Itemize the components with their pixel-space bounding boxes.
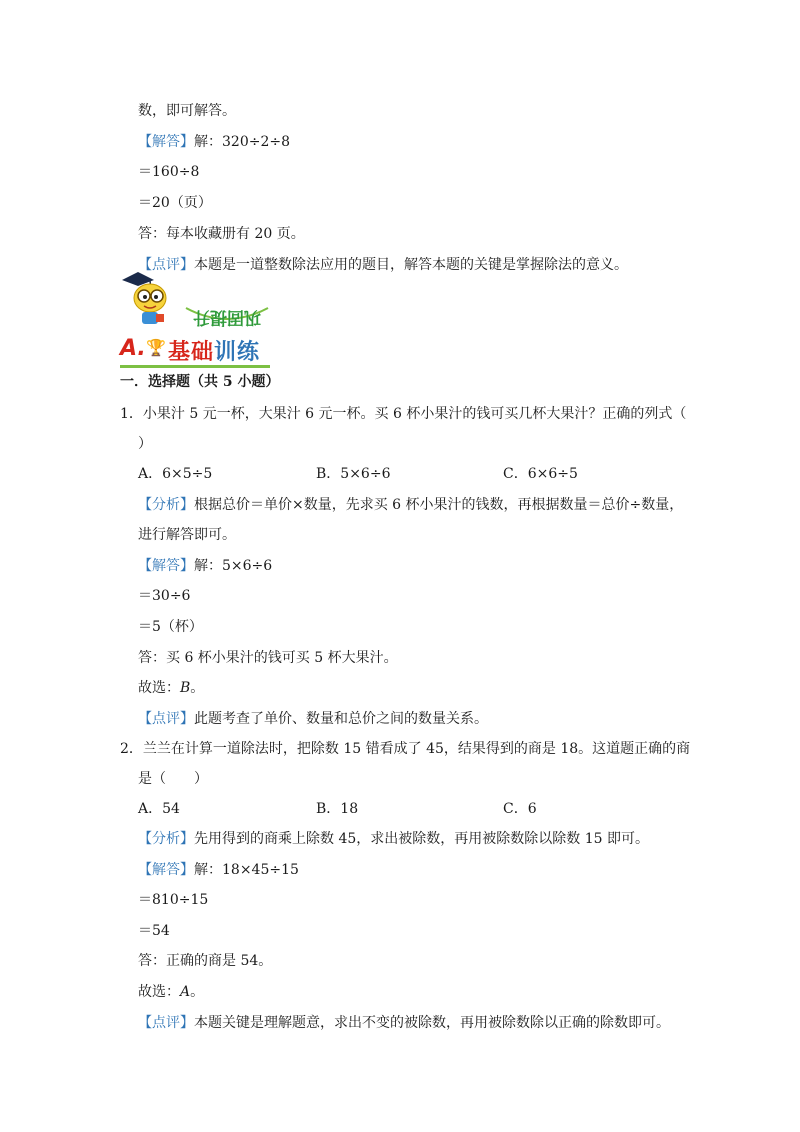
- comment-text: 此题考查了单价、数量和总价之间的数量关系。: [194, 711, 488, 727]
- answer-tag: 【解答】: [138, 134, 194, 150]
- q1-option-b: B．5×6÷6: [316, 466, 391, 482]
- analysis-tag: 【分析】: [138, 831, 194, 847]
- comment-tag: 【点评】: [138, 711, 194, 727]
- q1-step-2: ＝5（杯）: [138, 619, 203, 635]
- section-title-part1: 基础: [168, 340, 215, 365]
- q2-option-c: C．6: [503, 801, 537, 817]
- prev-comment-line: [138, 255, 628, 275]
- choice-letter: B: [180, 680, 191, 696]
- q2-stem-line2: 是（ ）: [138, 771, 208, 787]
- trophy-icon: 🏆: [146, 338, 166, 357]
- choice-letter: A: [180, 984, 191, 1000]
- section-banner: [120, 334, 280, 370]
- section-heading: 一．选择题（共 5 小题）: [120, 374, 280, 390]
- wordart-text: 巩固提升: [193, 307, 261, 327]
- comment-text: 本题关键是理解题意，求出不变的被除数，再用被除数除以正确的除数即可。: [194, 1015, 670, 1031]
- answer-tag: 【解答】: [138, 862, 194, 878]
- choice-prefix: 故选：: [138, 984, 180, 1000]
- q2-comment-line: [138, 1013, 670, 1033]
- q1-answer-line: [138, 556, 272, 576]
- answer-tag: 【解答】: [138, 558, 194, 574]
- prev-step-1: ＝160÷8: [138, 164, 200, 180]
- prev-conclusion: 答：每本收藏册有 20 页。: [138, 226, 305, 242]
- prev-text-line: 数，即可解答。: [138, 103, 236, 119]
- wordart-banner: [182, 300, 272, 334]
- q1-analysis-line2: 进行解答即可。: [138, 527, 236, 543]
- choice-prefix: 故选：: [138, 680, 180, 696]
- q2-step-2: ＝54: [138, 923, 170, 939]
- choice-suffix: 。: [190, 984, 205, 1000]
- q1-step-1: ＝30÷6: [138, 588, 191, 604]
- mascot-doctor-icon: [120, 268, 182, 328]
- q1-analysis-line1: [138, 495, 683, 515]
- choice-suffix: 。: [190, 680, 205, 696]
- q1-comment-line: [138, 709, 488, 729]
- section-letter: A.: [120, 336, 146, 361]
- q1-stem-line1: 1．小果汁 5 元一杯，大果汁 6 元一杯。买 6 杯小果汁的钱可买几杯大果汁？正确的列式（: [120, 406, 687, 422]
- comment-tag: 【点评】: [138, 257, 194, 273]
- q1-option-a: A．6×5÷5: [138, 466, 213, 482]
- q2-option-a: A．54: [138, 801, 180, 817]
- prev-answer-line: [138, 132, 290, 152]
- q2-analysis-line: [138, 829, 649, 849]
- section-underline: [120, 365, 270, 368]
- q2-stem-line1: 2．兰兰在计算一道除法时，把除数 15 错看成了 45，结果得到的商是 18。这道题正确的商: [120, 741, 691, 757]
- q1-stem-line2: ）: [138, 436, 152, 452]
- answer-text: 解：18×45÷15: [194, 862, 299, 878]
- answer-text: 解：5×6÷6: [194, 558, 273, 574]
- analysis-text: 根据总价＝单价×数量，先求买 6 杯小果汁的钱数，再根据数量＝总价÷数量，: [194, 497, 684, 513]
- q2-choice: [138, 982, 204, 1002]
- analysis-text: 先用得到的商乘上除数 45，求出被除数，再用被除数除以除数 15 即可。: [194, 831, 649, 847]
- section-title-part2: 训练: [214, 340, 261, 365]
- comment-tag: 【点评】: [138, 1015, 194, 1031]
- section-title: [168, 335, 260, 366]
- q2-conclusion: 答：正确的商是 54。: [138, 953, 273, 969]
- q2-answer-line: [138, 860, 299, 880]
- prev-step-2: ＝20（页）: [138, 195, 212, 211]
- answer-text: 解：320÷2÷8: [194, 134, 290, 150]
- q2-step-1: ＝810÷15: [138, 892, 209, 908]
- analysis-tag: 【分析】: [138, 497, 194, 513]
- q2-option-b: B．18: [316, 801, 359, 817]
- q1-choice: [138, 678, 204, 698]
- comment-text: 本题是一道整数除法应用的题目，解答本题的关键是掌握除法的意义。: [194, 257, 628, 273]
- q1-conclusion: 答：买 6 杯小果汁的钱可买 5 杯大果汁。: [138, 650, 398, 666]
- q1-option-c: C．6×6÷5: [503, 466, 578, 482]
